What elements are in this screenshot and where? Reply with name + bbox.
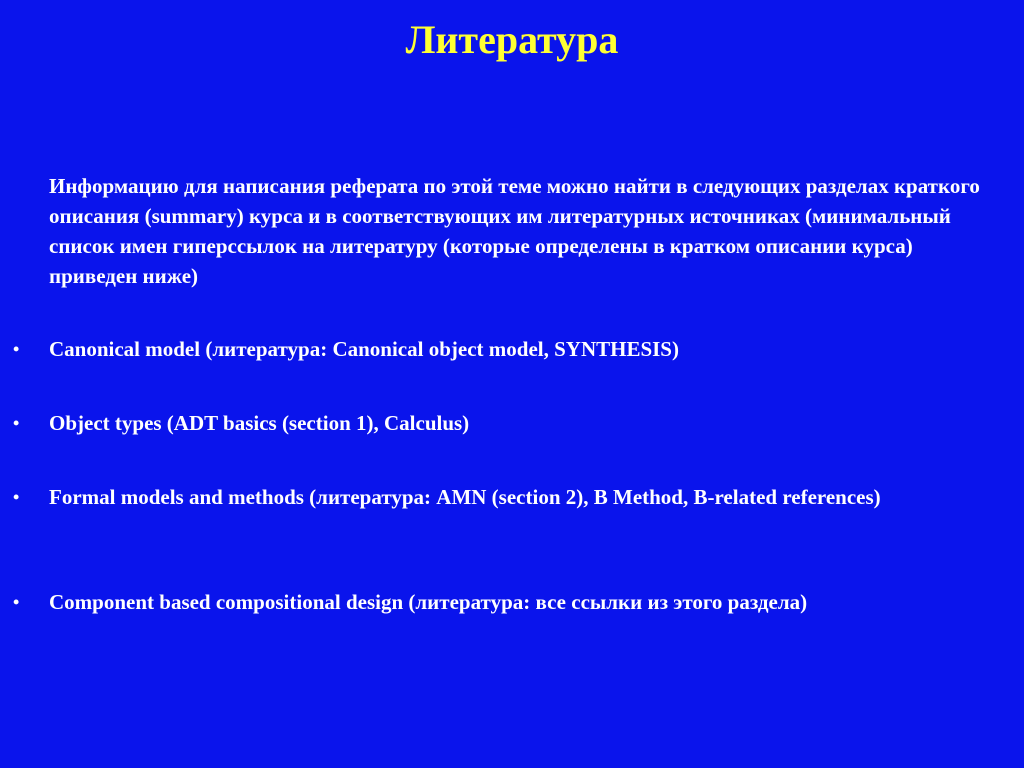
bullet-text: Object types (ADT basics (section 1), Calculus): [49, 411, 470, 435]
bullet-icon: •: [13, 413, 20, 433]
bullet-text: Formal models and methods (литература: AMN (section 2), B Method, B-related references): [49, 485, 881, 509]
bullet-text: Canonical model (литература: Canonical object model, SYNTHESIS): [49, 337, 679, 361]
intro-paragraph: Информацию для написания реферата по этой теме можно найти в следующих разделах краткого описания (summary) курса и в соответствующих им литературных источниках (минимальный список имен гиперссылок на литературу (которые определены в кратком описании курса) приведен ниже): [49, 174, 980, 288]
bullet-icon: •: [13, 487, 20, 507]
bullet-icon: •: [13, 592, 20, 612]
bullet-icon: •: [13, 339, 20, 359]
bullet-text: Component based compositional design (литература: все ссылки из этого раздела): [49, 590, 808, 614]
slide-title: Литература: [405, 17, 619, 62]
